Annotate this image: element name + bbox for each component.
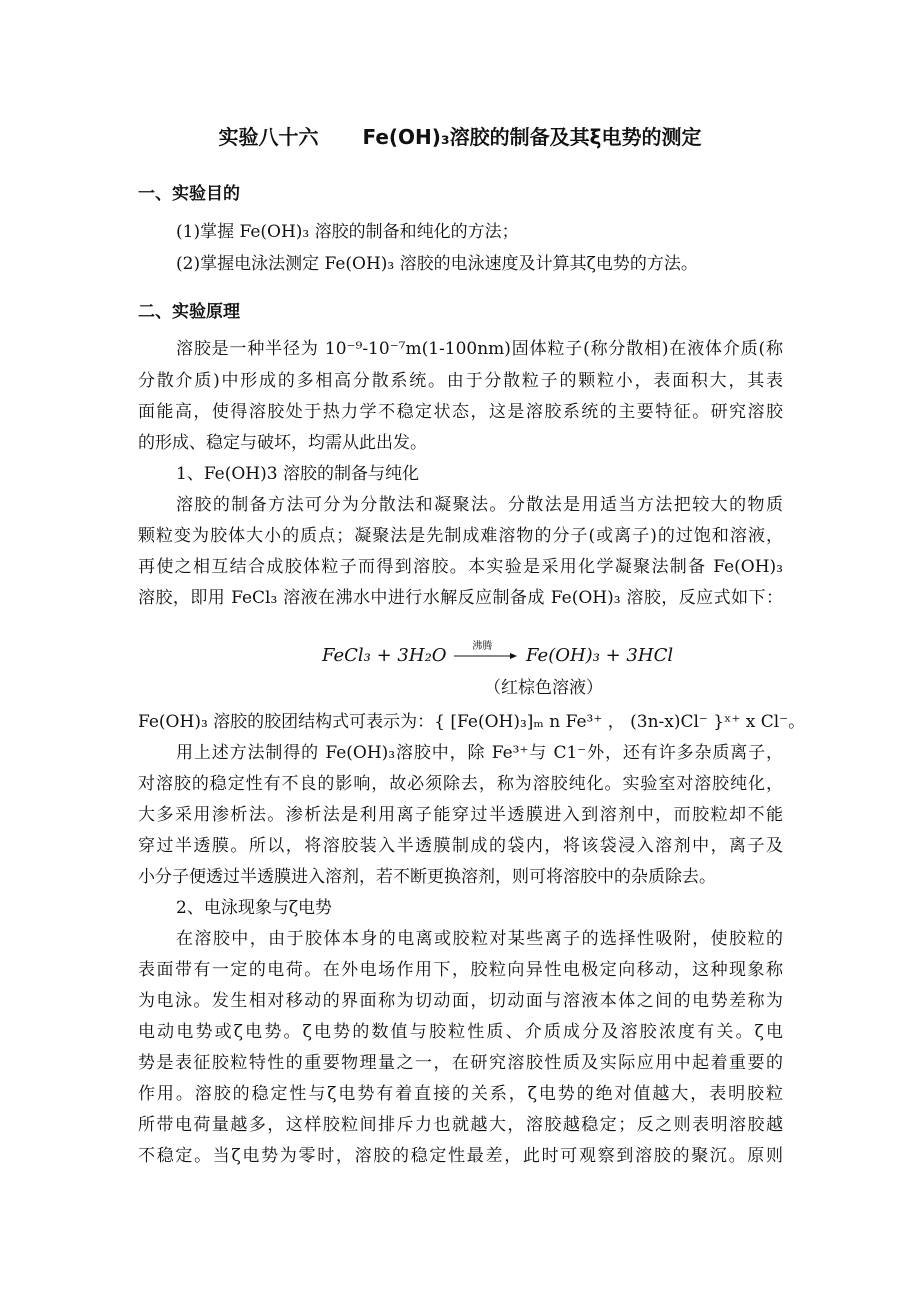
experiment-title: Fe(OH)₃溶胶的制备及其ξ电势的测定 xyxy=(362,125,702,149)
paragraph-line: 对溶胶的稳定性有不良的影响，故必须除去，称为溶胶纯化。实验室对溶胶纯化， xyxy=(138,774,783,794)
paragraph-line: 在溶胶中，由于胶体本身的电离或胶粒对某些离子的选择性吸附，使胶粒的 xyxy=(176,929,783,949)
paragraph-line: 大多采用渗析法。渗析法是利用离子能穿过半透膜进入到溶剂中，而胶粒却不能 xyxy=(138,805,783,825)
paragraph-line: 穿过半透膜。所以，将溶胶装入半透膜制成的袋内，将该袋浸入溶剂中，离子及 xyxy=(138,836,783,856)
paragraph-line: 用上述方法制得的 Fe(OH)₃溶胶中，除 Fe³⁺与 C1⁻外，还有许多杂质离子， xyxy=(176,743,783,763)
paragraph-line: 作用。溶胶的稳定性与ζ电势有着直接的关系，ζ电势的绝对值越大，表明胶粒 xyxy=(138,1084,783,1104)
paragraph-line: 溶胶的制备方法可分为分散法和凝聚法。分散法是用适当方法把较大的物质 xyxy=(176,495,783,515)
equation-reactants: FeCl₃ + 3H₂O xyxy=(322,645,447,666)
equation-note: （红棕色溶液） xyxy=(484,678,603,698)
subsection-heading: 1、Fe(OH)3 溶胶的制备与纯化 xyxy=(176,464,419,484)
section-heading-principle: 二、实验原理 xyxy=(138,302,240,322)
reaction-equation xyxy=(322,641,674,666)
micelle-structure-line: Fe(OH)₃ 溶胶的胶团结构式可表示为：{ [Fe(OH)₃]ₘ n Fe³⁺ ， (3n-x)Cl⁻ }ˣ⁺ x Cl⁻。 xyxy=(138,712,806,732)
reaction-arrow xyxy=(454,641,518,665)
paragraph-line: 表面带有一定的电荷。在外电场作用下，胶粒向异性电极定向移动，这种现象称 xyxy=(138,960,783,980)
paragraph-line: 颗粒变为胶体大小的质点；凝聚法是先制成难溶物的分子(或离子)的过饱和溶液， xyxy=(138,526,783,546)
paragraph-line: 势是表征胶粒特性的重要物理量之一，在研究溶胶性质及实际应用中起着重要的 xyxy=(138,1053,783,1073)
experiment-number: 实验八十六 xyxy=(218,125,319,149)
paragraph-line: 溶胶是一种半径为 10⁻⁹-10⁻⁷m(1-100nm)固体粒子(称分散相)在液体介质(称 xyxy=(176,339,783,359)
arrow-label: 沸腾 xyxy=(472,641,493,652)
paragraph-line: 再使之相互结合成胶体粒子而得到溶胶。本实验是采用化学凝聚法制备 Fe(OH)₃ xyxy=(138,557,783,577)
subsection-heading: 2、电泳现象与ζ电势 xyxy=(176,898,333,918)
paragraph-line: 所带电荷量越多，这样胶粒间排斥力也就越大，溶胶越稳定；反之则表明溶胶越 xyxy=(138,1115,783,1135)
paragraph-line: 分散介质)中形成的多相高分散系统。由于分散粒子的颗粒小，表面积大，其表 xyxy=(138,371,783,391)
paragraph-line: 为电泳。发生相对移动的界面称为切动面，切动面与溶液本体之间的电势差称为 xyxy=(138,991,783,1011)
paragraph-line: 溶胶，即用 FeCl₃ 溶液在沸水中进行水解反应制备成 Fe(OH)₃ 溶胶，反应式如下： xyxy=(138,588,783,608)
paragraph-line: 不稳定。当ζ电势为零时，溶胶的稳定性最差，此时可观察到溶胶的聚沉。原则 xyxy=(138,1146,783,1166)
objective-item: (2)掌握电泳法测定 Fe(OH)₃ 溶胶的电泳速度及计算其ζ电势的方法。 xyxy=(176,254,698,274)
objective-item: (1)掌握 Fe(OH)₃ 溶胶的制备和纯化的方法； xyxy=(176,222,519,242)
paragraph-line: 的形成、稳定与破坏，均需从此出发。 xyxy=(138,433,427,453)
section-heading-objectives: 一、实验目的 xyxy=(138,184,240,204)
equation-products: Fe(OH)₃ + 3HCl xyxy=(526,645,674,666)
paragraph-line: 小分子便透过半透膜进入溶剂，若不断更换溶剂，则可将溶胶中的杂质除去。 xyxy=(138,867,716,887)
paragraph-line: 电动电势或ζ电势。ζ电势的数值与胶粒性质、介质成分及溶胶浓度有关。ζ电 xyxy=(138,1022,783,1042)
paragraph-line: 面能高，使得溶胶处于热力学不稳定状态，这是溶胶系统的主要特征。研究溶胶 xyxy=(138,402,783,422)
page-title xyxy=(0,121,920,150)
arrow-icon xyxy=(454,652,518,660)
